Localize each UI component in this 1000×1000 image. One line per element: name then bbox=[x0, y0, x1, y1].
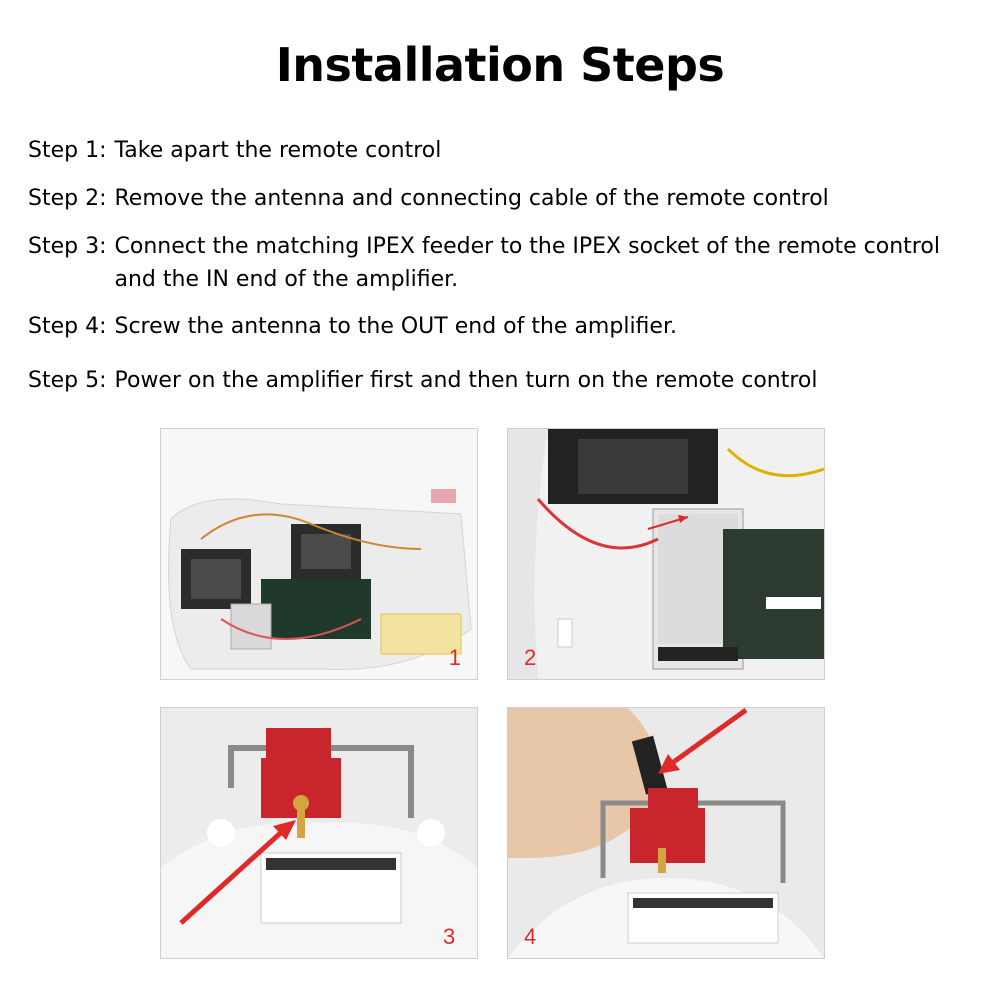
step-2 bbox=[28, 182, 985, 215]
circuit-board-illustration bbox=[508, 429, 824, 679]
step-1 bbox=[28, 134, 985, 167]
disassembled-remote-illustration bbox=[161, 429, 477, 679]
photo-number: 3 bbox=[443, 924, 456, 949]
step-label: Step 4: bbox=[28, 314, 107, 339]
step-text: Connect the matching IPEX feeder to the IPEX socket of the remote control and the IN end of the amplifier. bbox=[114, 234, 940, 292]
page-title: Installation Steps bbox=[275, 38, 725, 92]
amplifier-connection-illustration bbox=[161, 708, 477, 958]
step-label: Step 3: bbox=[28, 234, 107, 259]
step-label: Step 1: bbox=[28, 138, 107, 163]
step-label: Step 5: bbox=[28, 368, 107, 393]
step-text: Power on the amplifier first and then turn on the remote control bbox=[114, 368, 818, 393]
photo-1-disassembled-remote bbox=[160, 428, 478, 680]
antenna-attach-illustration bbox=[508, 708, 824, 958]
photo-2-circuit-board bbox=[507, 428, 825, 680]
photo-number: 4 bbox=[524, 924, 537, 949]
step-5 bbox=[28, 364, 985, 397]
step-3 bbox=[28, 230, 985, 296]
step-label: Step 2: bbox=[28, 186, 107, 211]
photo-4-antenna-attach bbox=[507, 707, 825, 959]
step-text: Remove the antenna and connecting cable of the remote control bbox=[114, 186, 829, 211]
step-text: Screw the antenna to the OUT end of the amplifier. bbox=[114, 314, 677, 339]
photo-number: 1 bbox=[448, 645, 461, 670]
step-4 bbox=[28, 310, 985, 343]
step-text: Take apart the remote control bbox=[114, 138, 442, 163]
photo-number: 2 bbox=[524, 645, 537, 670]
photo-3-amplifier-connection bbox=[160, 707, 478, 959]
